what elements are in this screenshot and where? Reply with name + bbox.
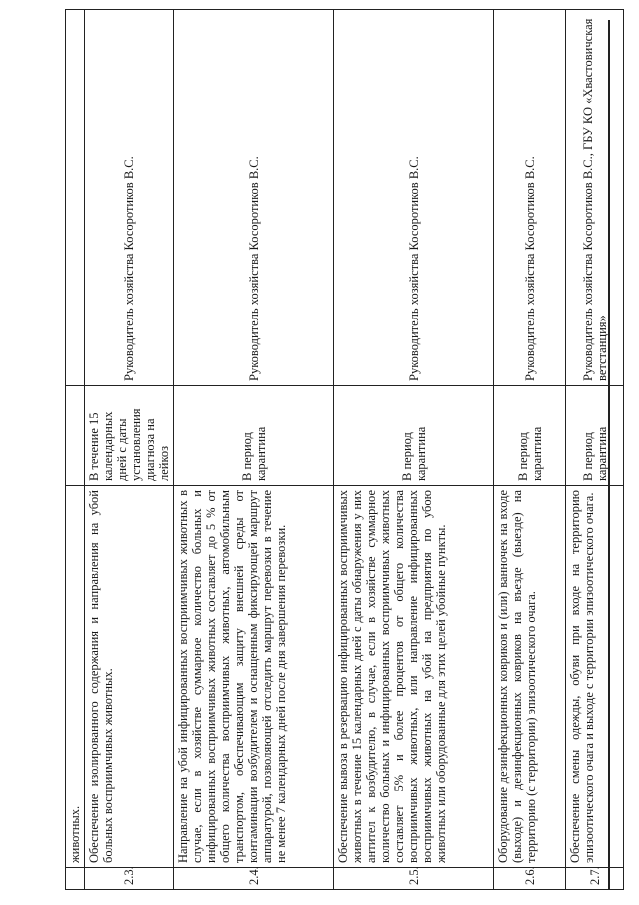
responsible-cell: Руководитель хозяйства Косоротиков В.С. (174, 10, 334, 386)
page-border-line (608, 20, 610, 890)
action-cell: Обеспечение вывоза в резервацию инфицированных восприимчивых животных в течение 15 календарных дней с даты обнаружения у них антител к возбудителю, в случае, если в хозяйстве суммарное количество больных и инфицированных восприимчивых животных составляет 5% и более процентов от общего количества восприимчивых животных, или направление инфицированных восприимчивых животных на убой на предприятия по убою животных или оборудованные для этих целей убойные пункты. (334, 486, 494, 868)
table-row (174, 10, 334, 890)
table-row (566, 10, 624, 890)
row-number: 2.5. (334, 868, 494, 890)
table-cell-empty (66, 386, 85, 486)
measures-table (65, 9, 624, 890)
table-row (494, 10, 566, 890)
term-cell: В период карантина (494, 386, 566, 486)
term-cell: В течение 15 календарных дней с даты установления диагноза на лейкоз (85, 386, 174, 486)
action-cell: Обеспечение смены одежды, обуви при входе на территорию эпизоотического очага и выходе с территории эпизоотического очага. (566, 486, 624, 868)
action-cell: Обеспечение изолированного содержания и направления на убой больных восприимчивых животных. (85, 486, 174, 868)
row-number: 2.3. (85, 868, 174, 890)
rotated-table-wrapper (65, 10, 620, 890)
row-number: 2.6. (494, 868, 566, 890)
term-cell: В период карантина (174, 386, 334, 486)
table-row (334, 10, 494, 890)
row-number: 2.4. (174, 868, 334, 890)
responsible-cell: Руководитель хозяйства Косоротиков В.С. (85, 10, 174, 386)
table-row (66, 10, 85, 890)
action-cell: Направление на убой инфицированных восприимчивых животных в случае, если в хозяйстве суммарное количество больных и инфицированных восприимчивых животных составляет до 5 % от общего количества восприимчивых животных, автомобильным транспортом, обеспечивающим защиту внешней среды от контаминации возбудителем и оснащенным фиксирующей маршрут аппаратурой, позволяющей отследить маршрут перевозки в течение не менее 7 календарных дней после дня завершения перевозки. (174, 486, 334, 868)
top-fragment-cell: животных. (66, 486, 85, 868)
term-cell: В период карантина (334, 386, 494, 486)
action-cell: Оборудование дезинфекционных ковриков и (или) ванночек на входе (выходе) и дезинфекционных ковриков на въезде (выезде) на территорию (с территории) эпизоотического очага. (494, 486, 566, 868)
responsible-cell: Руководитель хозяйства Косоротиков В.С., ГБУ КО «Хвастовичская ветстанция» (566, 10, 624, 386)
table-cell-empty (66, 10, 85, 386)
table-cell-empty (66, 868, 85, 890)
table-row (85, 10, 174, 890)
term-cell: В период карантина (566, 386, 624, 486)
responsible-cell: Руководитель хозяйства Косоротиков В.С. (334, 10, 494, 386)
responsible-cell: Руководитель хозяйства Косоротиков В.С. (494, 10, 566, 386)
row-number: 2.7. (566, 868, 624, 890)
